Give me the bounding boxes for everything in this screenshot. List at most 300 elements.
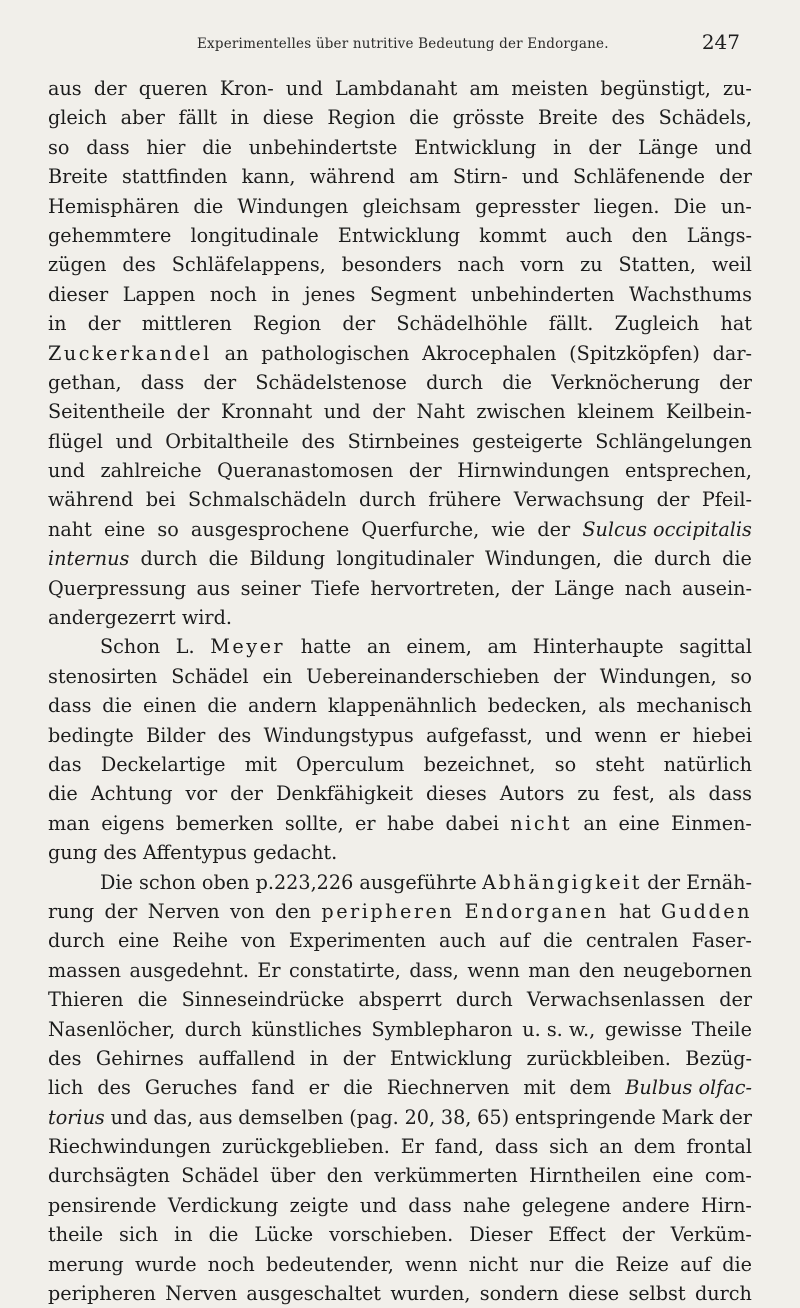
word: der xyxy=(342,1046,376,1070)
word: ausein- xyxy=(682,576,752,600)
word: er xyxy=(308,1076,330,1100)
word: diese xyxy=(262,106,314,130)
word: Lappen xyxy=(122,282,196,306)
word: Windungen, xyxy=(484,547,602,571)
word: sondern xyxy=(479,1282,559,1306)
word: dar- xyxy=(712,341,752,365)
word: eigens xyxy=(101,811,165,835)
word: Orbitaltheile xyxy=(165,429,289,453)
word: der xyxy=(176,400,210,424)
word: Entwicklung xyxy=(337,223,461,247)
word: wenn xyxy=(467,958,520,982)
word: dass xyxy=(494,1135,539,1159)
word: Abhängigkeit xyxy=(482,870,642,894)
word: internus xyxy=(48,547,130,571)
word: liegen. xyxy=(593,194,660,218)
word: steht xyxy=(595,752,645,776)
word: die xyxy=(574,1252,605,1276)
word: man xyxy=(528,958,571,982)
word: eine xyxy=(618,811,660,835)
word: Die schon oben p.223,226 ausgeführte xyxy=(100,870,477,894)
word: Geruches xyxy=(144,1076,238,1100)
word: fällt. xyxy=(548,312,594,336)
word: in xyxy=(309,1046,329,1070)
word: Windungen, xyxy=(599,664,717,688)
word: vorschieben. xyxy=(329,1223,454,1247)
word: Entwicklung xyxy=(414,135,537,159)
word: Schädel xyxy=(171,664,249,688)
word: während xyxy=(309,165,395,189)
word: pensirende xyxy=(48,1193,157,1217)
word: Er xyxy=(400,1135,424,1159)
word: Bilder xyxy=(146,723,206,747)
word: massen xyxy=(48,958,122,982)
word: andergezerrt wird. xyxy=(48,606,232,630)
word: Operculum xyxy=(296,752,405,776)
word: in xyxy=(230,106,250,130)
word: Windungen xyxy=(237,194,349,218)
word: er xyxy=(355,811,376,835)
word: gesteigerte xyxy=(472,429,583,453)
word: besonders xyxy=(341,253,442,277)
word: aus xyxy=(196,576,231,600)
body-text xyxy=(48,74,752,1308)
word: torius xyxy=(48,1105,105,1129)
word: über xyxy=(270,1164,316,1188)
word: unbehinderten xyxy=(470,282,615,306)
word: des xyxy=(217,723,252,747)
text-line xyxy=(48,192,752,221)
word: noch xyxy=(207,1252,255,1276)
word: centralen xyxy=(585,929,679,953)
text-line xyxy=(48,456,752,485)
word: stenosirten xyxy=(48,664,158,688)
word: dass xyxy=(708,782,752,806)
word: Sinneseindrücke xyxy=(181,988,345,1012)
word: Schädelstenose xyxy=(255,370,407,394)
word: Schmalschädeln xyxy=(188,488,347,512)
word: die xyxy=(502,370,532,394)
word: durch xyxy=(426,370,484,394)
text-line xyxy=(48,1132,752,1161)
word: bedecken, xyxy=(487,694,588,718)
text-line xyxy=(48,1191,752,1220)
word: während xyxy=(48,488,134,512)
word: zurückbleiben. xyxy=(526,1046,671,1070)
word: der xyxy=(87,312,121,336)
text-line xyxy=(48,250,752,279)
word: in xyxy=(553,135,572,159)
word: gleichsam xyxy=(362,194,461,218)
word: so xyxy=(157,517,179,541)
word: Symblepharon xyxy=(371,1017,513,1041)
word: so xyxy=(48,135,70,159)
word: Hirntheilen xyxy=(529,1164,641,1188)
word: und xyxy=(323,400,361,424)
word: der xyxy=(372,400,406,424)
word: com- xyxy=(704,1164,752,1188)
word: zu- xyxy=(722,77,752,100)
word: Region xyxy=(253,312,322,336)
word: Theile xyxy=(691,1017,752,1041)
word: dem xyxy=(633,1135,676,1159)
word: queren xyxy=(138,77,208,100)
text-line xyxy=(48,103,752,132)
text-line xyxy=(48,956,752,985)
word: wurden, xyxy=(390,1282,471,1306)
word: dass xyxy=(140,370,185,394)
word: klappenähnlich xyxy=(327,694,477,718)
word: die xyxy=(343,1076,373,1100)
word: peripheren xyxy=(321,899,455,923)
word: entspringende xyxy=(514,1105,656,1129)
word: durchsägten xyxy=(48,1164,170,1188)
word: dieser xyxy=(48,282,109,306)
word: constatirte, xyxy=(289,958,401,982)
word: Zuckerkandel xyxy=(48,341,212,365)
word: longitudinale xyxy=(190,223,319,247)
word: jenes xyxy=(304,282,356,306)
word: der xyxy=(230,782,263,806)
word: Gehirnes xyxy=(95,1046,184,1070)
text-line xyxy=(48,1044,752,1073)
word: hat xyxy=(619,899,651,923)
word: Hinterhaupte xyxy=(532,635,664,659)
word: gung des Affentypus gedacht. xyxy=(48,841,338,865)
word: peripheren xyxy=(48,1282,156,1306)
word: un- xyxy=(720,194,752,218)
word: an xyxy=(599,1135,623,1159)
word: die xyxy=(48,782,78,806)
text-line xyxy=(48,485,752,514)
word: zwischen xyxy=(476,400,566,424)
word: gepresster xyxy=(475,194,580,218)
word: sagittal xyxy=(679,635,752,659)
word: einem, xyxy=(406,635,472,659)
word: ausgesprochene xyxy=(190,517,350,541)
word: Gudden xyxy=(661,899,752,923)
word: eine xyxy=(104,517,146,541)
word: eine xyxy=(652,1164,694,1188)
word: auf xyxy=(499,929,530,953)
word: ein xyxy=(262,664,293,688)
word: Schläfenende xyxy=(573,165,706,189)
text-line xyxy=(48,662,752,691)
word: durch xyxy=(694,1282,752,1306)
word: Achtung xyxy=(90,782,173,806)
word: den xyxy=(326,1164,363,1188)
word: der xyxy=(342,312,376,336)
text-line xyxy=(48,133,752,162)
word: Naht xyxy=(416,400,465,424)
word: Bildung xyxy=(249,547,326,571)
word: der xyxy=(510,576,544,600)
word: auch xyxy=(565,223,613,247)
word: Pfeil- xyxy=(701,488,752,512)
word: 38, xyxy=(440,1105,472,1129)
text-line xyxy=(48,162,752,191)
word: Endorganen xyxy=(464,899,609,923)
word: andere xyxy=(621,1193,690,1217)
word: des xyxy=(301,429,335,453)
word: Zugleich xyxy=(614,312,700,336)
word: in xyxy=(271,282,290,306)
word: andern xyxy=(248,694,318,718)
word: auch xyxy=(439,929,486,953)
word: Nasenlöcher, xyxy=(48,1017,176,1041)
word: 65) xyxy=(477,1105,510,1129)
word: Verdickung xyxy=(167,1193,279,1217)
word: eine xyxy=(118,929,160,953)
word: stattfinden xyxy=(121,165,228,189)
word: des xyxy=(611,106,645,130)
word: an xyxy=(224,341,249,365)
word: dass xyxy=(408,1193,452,1217)
word: des xyxy=(97,1076,131,1100)
word: mit xyxy=(244,752,277,776)
text-line xyxy=(48,691,752,720)
word: die xyxy=(102,694,133,718)
word: nach xyxy=(624,576,672,600)
word: durch xyxy=(48,929,105,953)
word: dass, xyxy=(409,958,459,982)
word: Hemisphären xyxy=(48,194,180,218)
word: Bezüg- xyxy=(685,1046,752,1070)
word: Hirn- xyxy=(701,1193,752,1217)
text-line xyxy=(48,721,752,750)
text-line xyxy=(48,809,752,838)
text-line xyxy=(48,544,752,573)
word: am xyxy=(469,77,500,100)
word: hatte xyxy=(300,635,352,659)
word: und xyxy=(521,165,559,189)
word: Keilbein- xyxy=(665,400,752,424)
word: den xyxy=(631,223,668,247)
word: Experimenten xyxy=(288,929,426,953)
word: merung xyxy=(48,1252,124,1276)
word: der xyxy=(93,77,127,100)
word: Lücke xyxy=(254,1223,314,1247)
word: von xyxy=(229,899,265,923)
word: Schon xyxy=(100,635,161,659)
word: die xyxy=(202,135,232,159)
word: verkümmerten xyxy=(374,1164,518,1188)
text-line xyxy=(48,221,752,250)
word: die xyxy=(543,929,573,953)
word: gelegene xyxy=(521,1193,611,1217)
word: der xyxy=(719,370,752,394)
word: wurde xyxy=(134,1252,197,1276)
word: wenn xyxy=(405,1252,458,1276)
word: Dieser xyxy=(469,1223,533,1247)
word: Länge xyxy=(554,576,615,600)
text-line xyxy=(48,368,752,397)
word: man xyxy=(48,811,90,835)
word: Querpressung xyxy=(48,576,187,600)
word: Verwachsenlassen xyxy=(526,988,706,1012)
word: Reize xyxy=(615,1252,669,1276)
word: zügen xyxy=(48,253,107,277)
word: der xyxy=(104,899,138,923)
word: der xyxy=(553,664,586,688)
word: als xyxy=(668,782,696,806)
word: Tiefe xyxy=(311,576,360,600)
word: das, xyxy=(153,1105,194,1129)
word: Meyer xyxy=(210,635,286,659)
word: und xyxy=(545,723,583,747)
word: des xyxy=(122,253,156,277)
word: hier xyxy=(146,135,186,159)
word: Verwachsung xyxy=(513,488,645,512)
word: die xyxy=(409,106,439,130)
text-line xyxy=(48,1279,752,1308)
word: Queranastomosen xyxy=(217,459,394,483)
word: Kronnaht xyxy=(220,400,313,424)
word: Verknöcherung xyxy=(551,370,700,394)
word: mechanisch xyxy=(636,694,752,718)
word: Riechwindungen xyxy=(48,1135,211,1159)
word: habe xyxy=(386,811,435,835)
word: gehemmtere xyxy=(48,223,172,247)
word: der xyxy=(537,517,571,541)
word: nicht xyxy=(510,811,573,835)
word: mittleren xyxy=(141,312,232,336)
word: fand, xyxy=(434,1135,485,1159)
word: bezeichnet, xyxy=(423,752,536,776)
word: die xyxy=(208,1223,239,1247)
word: sich xyxy=(549,1135,589,1159)
word: Schädel xyxy=(181,1164,259,1188)
text-line xyxy=(48,574,752,603)
text-line xyxy=(48,280,752,309)
word: zeigte xyxy=(289,1193,349,1217)
word: die xyxy=(722,547,752,571)
word: Stirnbeines xyxy=(347,429,460,453)
word: Kron- xyxy=(219,77,274,100)
text-line xyxy=(48,750,752,779)
word: so xyxy=(730,664,752,688)
word: Uebereinanderschieben xyxy=(306,664,540,688)
word: der xyxy=(719,165,752,189)
word: Windungstypus xyxy=(263,723,414,747)
word: hervortreten, xyxy=(370,576,501,600)
word: neugebornen xyxy=(623,958,752,982)
word: aufgefasst, xyxy=(426,723,533,747)
word: bei xyxy=(145,488,176,512)
word: zahlreiche xyxy=(100,459,202,483)
word: Autors xyxy=(499,782,565,806)
word: dass xyxy=(48,694,92,718)
word: zu xyxy=(580,253,603,277)
word: Mark xyxy=(661,1105,714,1129)
word: und xyxy=(359,1193,397,1217)
word: der xyxy=(203,370,237,394)
word: diese xyxy=(568,1282,620,1306)
word: und xyxy=(285,77,323,100)
text-line xyxy=(48,339,752,368)
word: auffallend xyxy=(198,1046,296,1070)
word: der xyxy=(621,1223,655,1247)
word: entsprechen, xyxy=(625,459,752,483)
word: Nerven xyxy=(147,899,220,923)
word: Region xyxy=(327,106,396,130)
word: aus xyxy=(48,77,82,100)
word: lich xyxy=(48,1076,84,1100)
word: demselben xyxy=(238,1105,344,1129)
word: dieses xyxy=(425,782,487,806)
word: gewisse xyxy=(604,1017,683,1041)
text-line xyxy=(48,985,752,1014)
word: den xyxy=(275,899,312,923)
word: wie xyxy=(491,517,526,541)
word: des xyxy=(48,1046,82,1070)
word: dass xyxy=(86,135,130,159)
word: die xyxy=(208,547,239,571)
word: aus xyxy=(198,1105,233,1129)
word: meisten xyxy=(511,77,589,100)
word: am xyxy=(487,635,518,659)
word: Hirnwindungen xyxy=(457,459,610,483)
text-line xyxy=(48,1220,752,1249)
word: frühere xyxy=(428,488,502,512)
text-line xyxy=(48,897,752,926)
word: selbst xyxy=(628,1282,686,1306)
word: durch xyxy=(140,547,198,571)
word: Riechnerven xyxy=(386,1076,510,1100)
word: u. s. w., xyxy=(522,1017,596,1041)
word: der xyxy=(656,488,690,512)
word: noch xyxy=(209,282,257,306)
word: natürlich xyxy=(663,752,752,776)
word: Segment xyxy=(369,282,457,306)
word: nur xyxy=(529,1252,564,1276)
word: seiner xyxy=(240,576,301,600)
word: bedingte xyxy=(48,723,134,747)
text-line xyxy=(48,1103,752,1132)
word: den xyxy=(578,958,615,982)
word: nach xyxy=(457,253,505,277)
word: fand xyxy=(251,1076,295,1100)
word: bedeutender, xyxy=(266,1252,394,1276)
text-line xyxy=(48,1073,752,1102)
text-line xyxy=(48,1161,752,1190)
word: Seitentheile xyxy=(48,400,166,424)
word: Verküm- xyxy=(670,1223,752,1247)
word: bemerken xyxy=(175,811,274,835)
word: durch xyxy=(184,1017,242,1041)
word: nahe xyxy=(463,1193,511,1217)
word: (pag. xyxy=(349,1105,399,1129)
word: künstliches xyxy=(251,1017,362,1041)
word: durch xyxy=(359,488,416,512)
word: und xyxy=(110,1105,148,1129)
word: Schläfelappens, xyxy=(171,253,326,277)
text-line xyxy=(48,74,752,103)
word: Schädels, xyxy=(658,106,752,130)
word: Stirn- xyxy=(452,165,508,189)
word: kann, xyxy=(241,165,296,189)
word: Schlängelungen xyxy=(595,429,752,453)
word: an xyxy=(583,811,608,835)
text-line xyxy=(48,1250,752,1279)
word: in xyxy=(48,312,67,336)
text-line xyxy=(48,309,752,338)
text-line xyxy=(48,515,752,544)
word: sollte, xyxy=(284,811,344,835)
word: auf xyxy=(680,1252,711,1276)
word: Akrocephalen xyxy=(422,341,557,365)
word: der xyxy=(588,135,622,159)
